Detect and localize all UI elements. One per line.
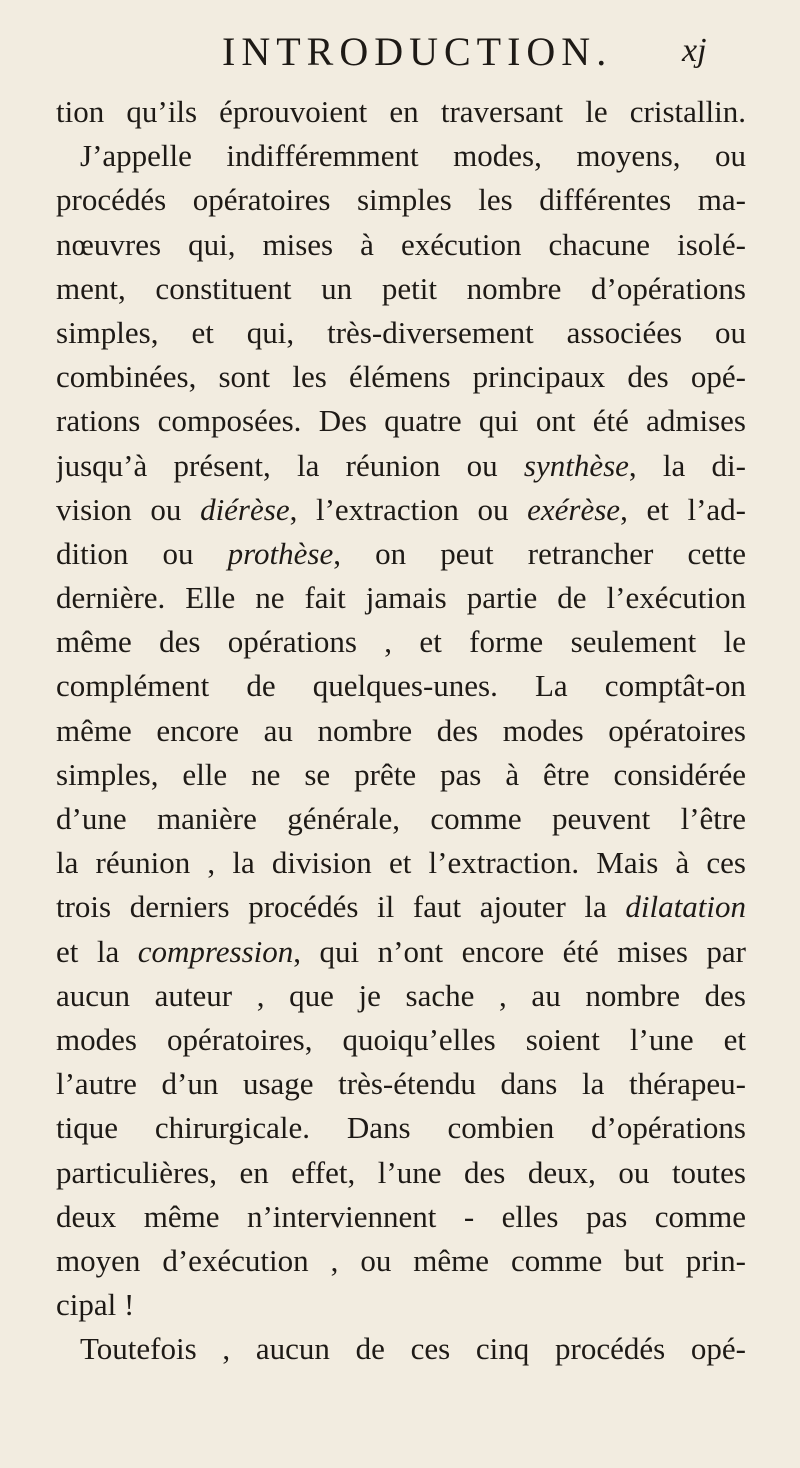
- italic-term: synthèse: [523, 447, 629, 483]
- text-line: [56, 1151, 746, 1195]
- text-line: [56, 90, 746, 134]
- text-segment: procédés opératoires simples les différentes ma-: [56, 182, 746, 218]
- text-line: [56, 576, 746, 620]
- text-segment: tique chirurgicale. Dans combien d’opérations: [56, 1110, 746, 1146]
- italic-term: diérèse: [200, 491, 290, 527]
- text-segment: la réunion , la division et l’extraction. Mais à ces: [56, 845, 746, 881]
- text-line: [56, 753, 746, 797]
- text-segment: modes opératoires, quoiqu’elles soient l’une et: [56, 1021, 746, 1057]
- text-line: [56, 488, 746, 532]
- text-segment: trois derniers procédés il faut ajouter la: [56, 889, 626, 925]
- text-line: [56, 1195, 746, 1239]
- italic-term: prothèse: [227, 535, 334, 571]
- text-segment: simples, elle ne se prête pas à être considérée: [56, 756, 746, 792]
- text-line: [56, 355, 746, 399]
- text-line: [56, 1327, 746, 1371]
- text-line: [56, 267, 746, 311]
- text-line: [56, 709, 746, 753]
- text-segment: même encore au nombre des modes opératoires: [56, 712, 746, 748]
- text-line: [56, 841, 746, 885]
- text-line: [56, 134, 746, 178]
- text-segment: même des opérations , et forme seulement le: [56, 624, 746, 660]
- text-line: [56, 444, 746, 488]
- text-line: [56, 1239, 746, 1283]
- italic-term: dilatation: [625, 889, 746, 925]
- text-segment: particulières, en effet, l’une des deux, ou toutes: [56, 1154, 746, 1190]
- text-line: [56, 930, 746, 974]
- text-line: [56, 797, 746, 841]
- text-line: [56, 1018, 746, 1062]
- text-line: [56, 885, 746, 929]
- text-segment: rations composées. Des quatre qui ont été admises: [56, 403, 746, 439]
- text-segment: l’autre d’un usage très-étendu dans la thérapeu-: [56, 1066, 746, 1102]
- running-title: INTRODUCTION.: [222, 29, 613, 74]
- text-segment: moyen d’exécution , ou même comme but prin-: [56, 1242, 746, 1278]
- text-line: [56, 532, 746, 576]
- text-segment: d’une manière générale, comme peuvent l’être: [56, 801, 746, 836]
- italic-term: compression: [137, 933, 294, 969]
- page-header: [0, 22, 800, 82]
- text-segment: J’appelle indifféremment modes, moyens, ou: [80, 138, 746, 174]
- text-segment: cipal !: [56, 1287, 135, 1323]
- text-segment: jusqu’à présent, la réunion ou: [56, 447, 524, 483]
- text-segment: dition ou: [56, 535, 228, 571]
- text-segment: dernière. Elle ne fait jamais partie de l’exécution: [56, 580, 746, 616]
- text-line: [56, 311, 746, 355]
- text-line: [56, 223, 746, 267]
- text-line: [56, 974, 746, 1018]
- text-segment: nœuvres qui, mises à exécution chacune isolé-: [56, 226, 746, 262]
- text-segment: vision ou: [56, 491, 201, 527]
- text-line: [56, 1106, 746, 1150]
- text-line: [56, 1062, 746, 1106]
- text-line: [56, 620, 746, 664]
- text-line: [56, 1283, 746, 1327]
- text-segment: , et l’ad-: [620, 491, 746, 527]
- text-segment: , la di-: [628, 447, 746, 483]
- text-segment: , qui n’ont encore été mises par: [293, 933, 746, 969]
- body-text: [56, 90, 746, 1371]
- text-segment: combinées, sont les élémens principaux des opé-: [56, 359, 746, 395]
- text-segment: et la: [56, 933, 138, 969]
- text-segment: deux même n’interviennent - elles pas comme: [56, 1198, 746, 1234]
- text-line: [56, 178, 746, 222]
- text-segment: simples, et qui, très-diversement associées ou: [56, 314, 746, 350]
- text-segment: Toutefois , aucun de ces cinq procédés opé-: [80, 1331, 746, 1367]
- text-line: [56, 664, 746, 708]
- text-line: [56, 399, 746, 443]
- text-segment: , l’extraction ou: [289, 491, 528, 527]
- text-segment: , on peut retrancher cette: [333, 535, 746, 571]
- page-number: xj: [682, 32, 707, 69]
- text-segment: complément de quelques-unes. La comptât-on: [56, 668, 746, 704]
- text-segment: tion qu’ils éprouvoient en traversant le cristallin.: [56, 94, 746, 129]
- text-segment: ment, constituent un petit nombre d’opérations: [56, 270, 746, 306]
- text-segment: aucun auteur , que je sache , au nombre des: [56, 977, 746, 1013]
- italic-term: exérèse: [527, 491, 621, 527]
